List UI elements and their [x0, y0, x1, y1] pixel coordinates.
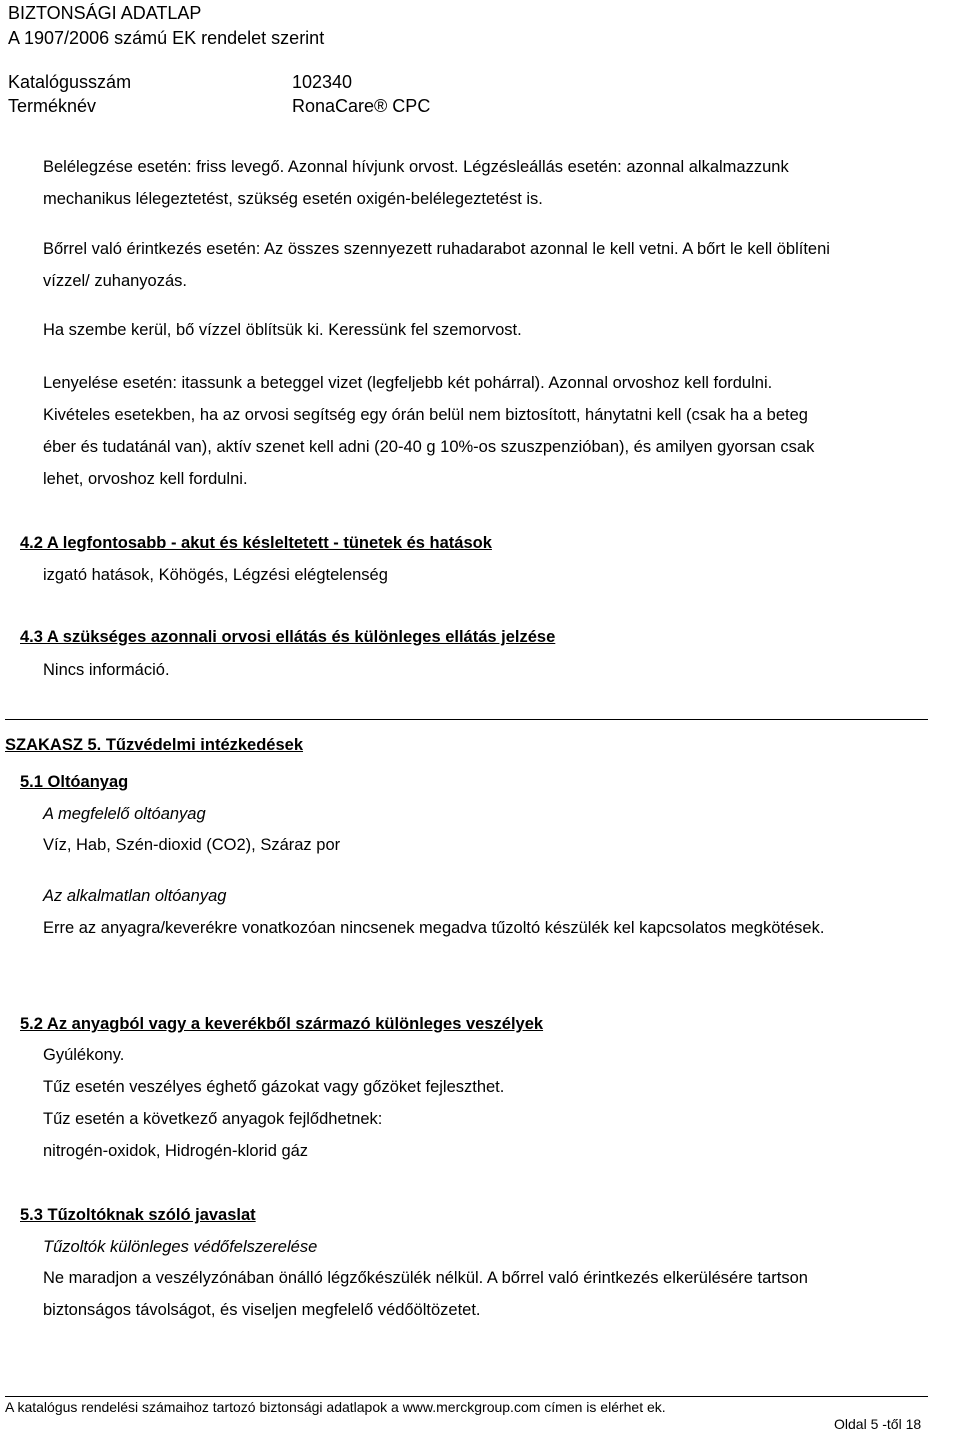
suitable-extinguisher-text: Víz, Hab, Szén-dioxid (CO2), Száraz por	[43, 836, 341, 854]
product-name-label: Terméknév	[8, 96, 97, 116]
unsuitable-extinguisher-label: Az alkalmatlan oltóanyag	[43, 887, 227, 905]
page-number: Oldal 5 -től 18	[834, 1416, 922, 1432]
skin-contact-paragraph: Bőrrel való érintkezés esetén: Az összes szennyezett ruhadarabot azonnal le kell vetni. A bőrt le kell öblíteni vízzel/ zuhanyozás.	[43, 240, 830, 290]
hazard-line-1: Gyúlékony.	[43, 1046, 125, 1064]
firefighter-advice-text: Ne maradjon a veszélyzónában önálló légzőkészülék nélkül. A bőrrel való érintkezés elkerülésére tartson biztonságos távolságot, és viseljen megfelelő védőöltözetet.	[43, 1269, 808, 1319]
document-title: BIZTONSÁGI ADATLAP	[8, 3, 202, 23]
inhalation-paragraph: Belélegzése esetén: friss levegő. Azonnal hívjunk orvost. Légzésleállás esetén: azonnal alkalmazzunk mechanikus lélegeztetést, szükség esetén oxigén-belélegeztetést is.	[43, 158, 789, 208]
section-5-title: SZAKASZ 5. Tűzvédelmi intézkedések	[5, 736, 304, 754]
product-name-value: RonaCare® CPC	[292, 96, 431, 116]
hazard-line-2: Tűz esetén veszélyes éghető gázokat vagy gőzöket fejleszthet.	[43, 1078, 505, 1096]
section-divider	[5, 719, 928, 720]
catalog-number-value: 102340	[292, 72, 353, 92]
hazard-line-3: Tűz esetén a következő anyagok fejlődhetnek:	[43, 1110, 383, 1128]
section-5-3-heading: 5.3 Tűzoltóknak szóló javaslat	[20, 1206, 256, 1224]
section-5-1-heading: 5.1 Oltóanyag	[20, 773, 129, 791]
section-4-3-text: Nincs információ.	[43, 661, 170, 679]
section-4-2-heading: 4.2 A legfontosabb - akut és késleltetett - tünetek és hatások	[20, 534, 492, 552]
section-4-2-text: izgató hatások, Köhögés, Légzési elégtelenség	[43, 566, 388, 584]
catalog-number-label: Katalógusszám	[8, 72, 132, 92]
regulation-subtitle: A 1907/2006 számú EK rendelet szerint	[8, 28, 325, 48]
footer-divider	[5, 1396, 928, 1397]
section-5-2-heading: 5.2 Az anyagból vagy a keverékből származó különleges veszélyek	[20, 1015, 544, 1033]
footer-note: A katalógus rendelési számaihoz tartozó biztonsági adatlapok a www.merckgroup.com címen is elérhet ek.	[5, 1399, 666, 1415]
section-4-3-heading: 4.3 A szükséges azonnali orvosi ellátás és különleges ellátás jelzése	[20, 628, 556, 646]
suitable-extinguisher-label: A megfelelő oltóanyag	[43, 805, 206, 823]
ingestion-paragraph: Lenyelése esetén: itassunk a beteggel vizet (legfeljebb két pohárral). Azonnal orvoshoz kell fordulni. Kivételes esetekben, ha az orvosi segítség egy órán belül nem biztosított, hánytatni kell (csak ha a beteg éber és tudatánál van), aktív szenet kell adni (20-40 g 10%-os szuszpenzióban), és amilyen gyorsan csak lehet, orvoshoz kell fordulni.	[43, 374, 815, 488]
firefighter-equipment-label: Tűzoltók különleges védőfelszerelése	[43, 1238, 318, 1256]
unsuitable-extinguisher-text: Erre az anyagra/keverékre vonatkozóan nincsenek megadva tűzoltó készülék kel kapcsolatos megkötések.	[43, 919, 825, 937]
eye-contact-paragraph: Ha szembe kerül, bő vízzel öblítsük ki. Keressünk fel szemorvost.	[43, 321, 522, 339]
hazard-line-4: nitrogén-oxidok, Hidrogén-klorid gáz	[43, 1142, 309, 1160]
